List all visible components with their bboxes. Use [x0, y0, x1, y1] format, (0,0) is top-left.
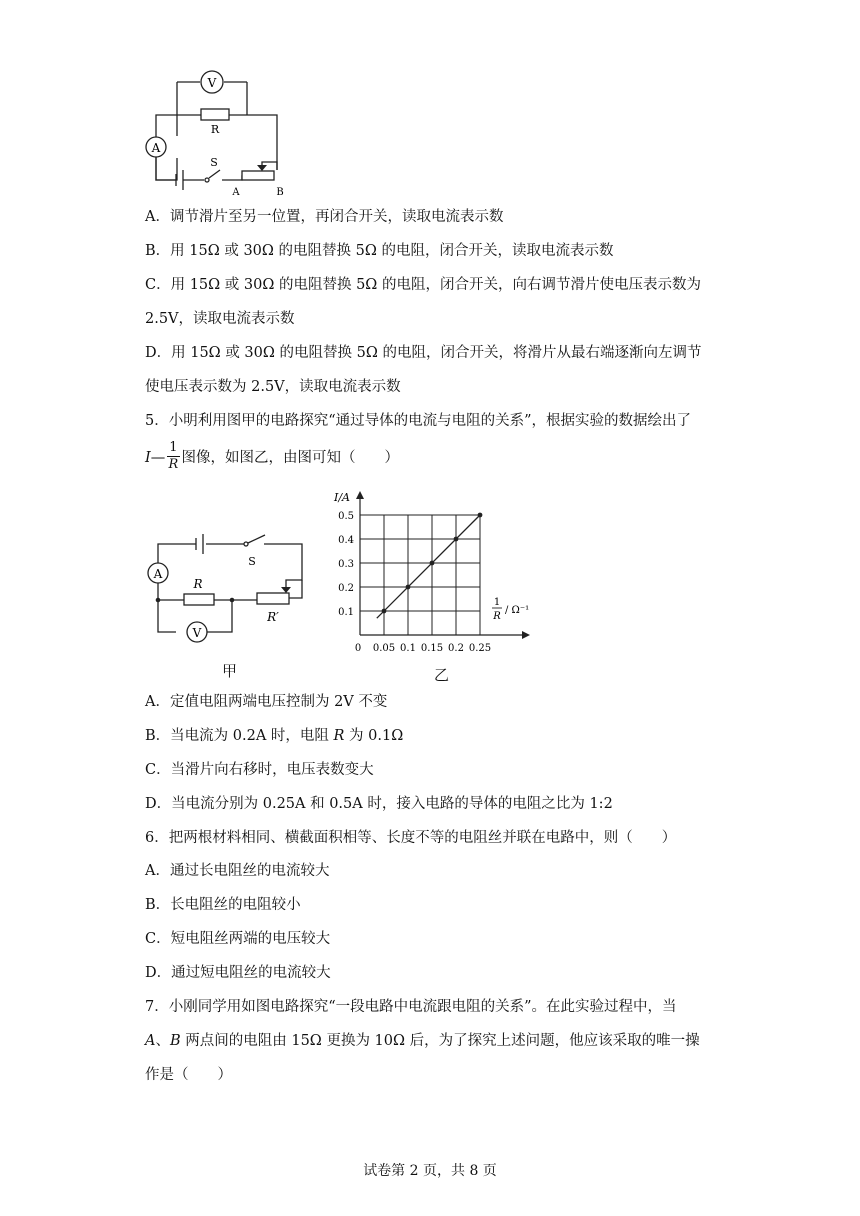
figure-caption-yi: 乙 [434, 666, 450, 684]
q5-var-i: I [145, 450, 151, 466]
y-axis-arrow [356, 491, 364, 499]
page-footer: 试卷第 2 页，共 8 页 [363, 1163, 497, 1179]
q7-stem-line1: 7．小刚同学用如图电路探究“一段电路中电流跟电阻的关系”。在此实验过程中，当 [145, 999, 677, 1015]
slider-arrow [257, 165, 267, 171]
q5-option-b-var: R [333, 728, 345, 744]
end-a-label: A [232, 187, 240, 198]
q5-stem-line1: 5．小明利用图甲的电路探究“通过导体的电流与电阻的关系”，根据实验的数据绘出了 [145, 413, 692, 429]
series-line [377, 515, 480, 618]
origin-label: 0 [354, 643, 362, 654]
x-axis-arrow [522, 631, 530, 639]
q5-dash: — [150, 450, 166, 466]
junction-left [156, 598, 161, 603]
junction-mid [230, 598, 235, 603]
q4-option-d-line2: 使电压表示数为 2.5V，读取电流表示数 [145, 379, 401, 395]
q5-frac-den: R [168, 457, 179, 472]
y-tick-label-3: 0.4 [338, 535, 354, 546]
rheostat-slider-arrow [281, 587, 291, 593]
x-tick-label-0: 0.05 [372, 643, 396, 654]
q5-option-a: A．定值电阻两端电压控制为 2V 不变 [145, 694, 388, 710]
q7-stem-line2-rest: 两点间的电阻由 15Ω 更换为 10Ω 后，为了探究上述问题，他应该采取的唯一操 [180, 1033, 700, 1049]
q4-option-c-line2: 2.5V，读取电流表示数 [145, 311, 295, 327]
x-tick-label-2: 0.15 [420, 643, 444, 654]
q4-option-b: B．用 15Ω 或 30Ω 的电阻替换 5Ω 的电阻，闭合开关，读取电流表示数 [145, 243, 614, 259]
data-point-2 [430, 561, 435, 566]
voltmeter-label: V [207, 76, 217, 90]
resistor-label: R [210, 123, 220, 136]
y-tick-label-4: 0.5 [338, 511, 354, 522]
x-tick-label-3: 0.2 [448, 643, 464, 654]
data-point-4 [478, 513, 483, 518]
jia-voltmeter-label: V [192, 626, 202, 640]
y-tick-label-1: 0.2 [338, 583, 354, 594]
ammeter-label: A [151, 141, 161, 155]
q7-stem-line3: 作是（ ） [145, 1067, 232, 1083]
q5-option-d: D．当电流分别为 0.25A 和 0.5A 时，接入电路的导体的电阻之比为 1:2 [145, 796, 613, 812]
data-point-0 [382, 609, 387, 614]
q7-stem-line2 [145, 1031, 700, 1051]
switch-label: S [210, 156, 218, 169]
q4-option-c-line1: C．用 15Ω 或 30Ω 的电阻替换 5Ω 的电阻，闭合开关，向右调节滑片使电压表示数为 [145, 277, 701, 293]
figure-caption-jia: 甲 [222, 662, 238, 680]
q6-stem: 6．把两根材料相同、横截面积相等、长度不等的电阻丝并联在电路中，则（ ） [145, 830, 677, 846]
q5-stem-rest: 图像，如图乙，由图可知（ ） [181, 450, 400, 466]
jia-ammeter-label: A [153, 567, 163, 581]
x-axis-title-unit: / Ω⁻¹ [505, 605, 530, 616]
q6-option-d: D．通过短电阻丝的电流较大 [145, 965, 331, 981]
data-point-3 [454, 537, 459, 542]
x-axis-title-num: 1 [493, 597, 501, 608]
q4-option-d-line1: D．用 15Ω 或 30Ω 的电阻替换 5Ω 的电阻，闭合开关，将滑片从最右端逐渐向左调节 [145, 345, 702, 361]
q5-stem-line2 [145, 440, 399, 476]
x-tick-label-1: 0.1 [400, 643, 416, 654]
data-point-1 [406, 585, 411, 590]
q4-option-a: A．调节滑片至另一位置，再闭合开关，读取电流表示数 [145, 209, 504, 225]
q5-fraction [167, 440, 179, 473]
q6-option-a: A．通过长电阻丝的电流较大 [145, 863, 330, 879]
jia-rheostat-label: R′ [267, 610, 279, 624]
q5-option-b-pre: B．当电流为 0.2A 时，电阻 [145, 728, 334, 744]
q5-option-b-post: 为 0.1Ω [344, 728, 404, 744]
q7-point-b: B [169, 1033, 181, 1049]
q5-option-c: C．当滑片向右移时，电压表数变大 [145, 762, 374, 778]
q5-frac-num: 1 [169, 440, 178, 455]
q7-separator: 、 [155, 1033, 170, 1049]
q6-option-c: C．短电阻丝两端的电压较大 [145, 931, 331, 947]
jia-switch-label: S [248, 555, 256, 568]
circuit-diagram-top [140, 62, 300, 202]
jia-resistor-label: R [193, 577, 203, 591]
q7-point-a: A [145, 1033, 156, 1049]
y-tick-label-2: 0.3 [338, 559, 354, 570]
chart-i-vs-inverse-r [310, 480, 550, 660]
circuit-diagram-jia [140, 530, 320, 650]
end-b-label: B [276, 187, 284, 198]
q5-option-b [145, 726, 403, 746]
y-axis-title: I/A [334, 491, 350, 504]
y-tick-label-0: 0.1 [338, 607, 354, 618]
x-axis-title-den: R [493, 611, 501, 622]
q6-option-b: B．长电阻丝的电阻较小 [145, 897, 301, 913]
x-tick-label-4: 0.25 [468, 643, 492, 654]
